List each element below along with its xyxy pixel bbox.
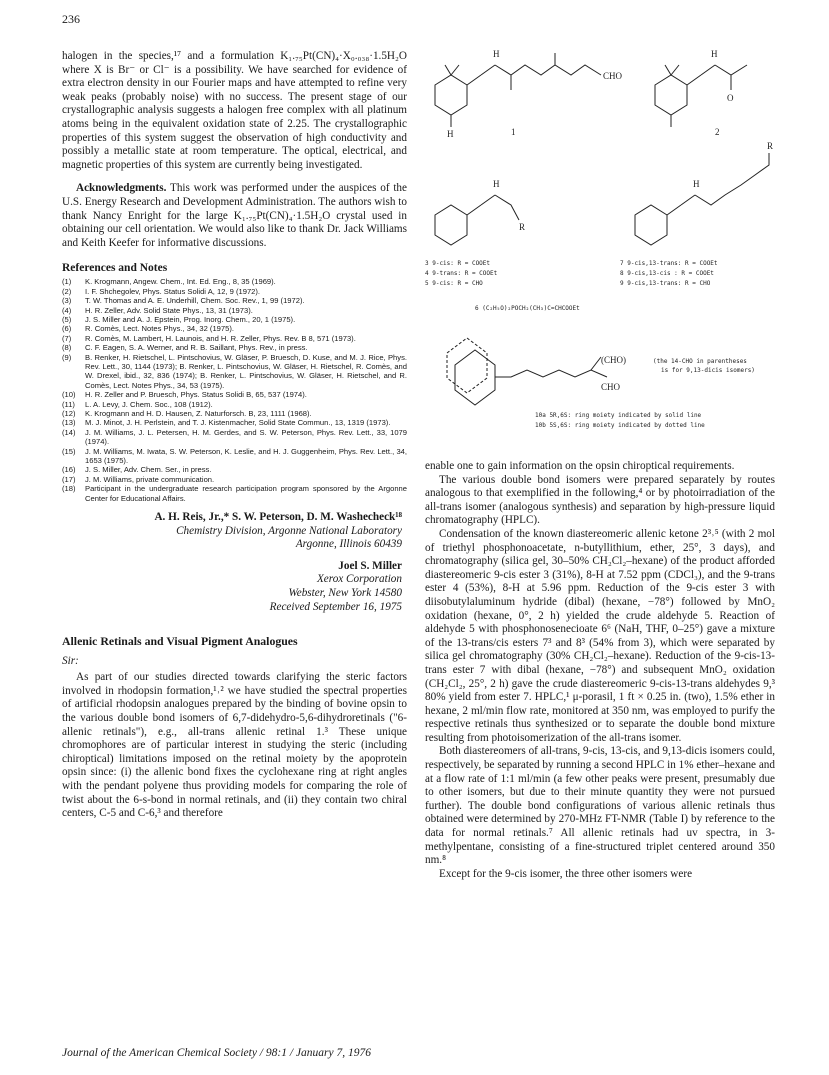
author: Joel S. Miller xyxy=(338,559,402,572)
legend-line: 7 9-cis,13-trans: R = COOEt xyxy=(620,260,718,267)
paragraph: The various double bond isomers were prepared separately by routes analogous to that exemplified in the following,⁴ or by photoirradiation of the all-trans isomer (analogous synthesis) and separation by high-pressure liquid chromatography (HPLC). xyxy=(425,473,775,527)
salutation: Sir: xyxy=(62,655,79,668)
legend-line: 4 9-trans: R = COOEt xyxy=(425,270,498,277)
affiliation-address: Argonne, Illinois 60439 xyxy=(295,538,402,551)
aldehyde-label: CHO xyxy=(601,382,621,392)
reference-number: (3) xyxy=(62,296,72,306)
reference-item xyxy=(62,447,407,466)
reference-item xyxy=(62,400,407,409)
reference-item xyxy=(62,315,407,324)
reference-item xyxy=(62,353,407,391)
author-block xyxy=(62,511,407,614)
legend-line: 10b 5S,6S: ring moiety indicated by dotted line xyxy=(535,422,705,429)
hydrogen-label: H xyxy=(711,49,718,59)
journal-footer: Journal of the American Chemical Society / 98:1 / January 7, 1976 xyxy=(62,1047,371,1059)
legend-3-5 xyxy=(425,260,498,287)
reference-text: J. M. Williams, J. L. Petersen, H. M. Gerdes, and S. W. Peterson, Phys. Rev. Lett., 33, 1079 (1974). xyxy=(85,427,407,447)
oxygen-label: O xyxy=(727,93,734,103)
reference-item xyxy=(62,334,407,343)
page-number: 236 xyxy=(62,12,80,26)
reference-number: (11) xyxy=(62,399,75,409)
reference-number: (1) xyxy=(62,277,72,287)
structure-7-9 xyxy=(635,141,773,245)
reference-item xyxy=(62,343,407,352)
structure-2 xyxy=(655,49,747,137)
legend-line: 3 9-cis: R = COOEt xyxy=(425,260,491,267)
structure-1 xyxy=(435,49,623,139)
r-group-label: R xyxy=(767,141,774,151)
reference-list xyxy=(62,277,407,503)
reference-text: J. M. Williams, private communication. xyxy=(85,474,215,484)
note: is for 9,13-dicis isomers) xyxy=(661,367,755,374)
affiliation: Xerox Corporation xyxy=(316,573,402,586)
left-column xyxy=(62,50,407,821)
paragraph: As part of our studies directed towards clarifying the steric factors involved in rhodopsin formation,¹˒² we have studied the spectral properties of artificial rhodopsin analogues prepared by the binding of bovine opsin to the various double bond isomers of 6,7-didehydro-5,6-dihydroretinals ("6-allenic retinals"), e.g., all-trans allenic retinal 1.³ These unique chromophores are of particular interest in studying the steric (including chiroptical) limitations imposed on the retinal moiety by the apoprotein opsin since: (i) the allenic bond fixes the cyclohexane ring at right angles with the pendant polyene thus providing models for comparing the role of twist about the 6-s-bond in normal retinals, and (ii) they contain two chiral centers, C-5 and C-6,³ and therefore xyxy=(62,671,407,820)
structure-3-5 xyxy=(435,179,525,245)
paragraph: Except for the 9-cis isomer, the three other isomers were xyxy=(439,867,693,880)
hydrogen-label: H xyxy=(493,179,500,189)
reference-item xyxy=(62,484,407,503)
legend-line: 8 9-cis,13-cis : R = COOEt xyxy=(620,270,714,277)
paragraph: enable one to gain information on the opsin chiroptical requirements. xyxy=(425,460,735,472)
authors: A. H. Reis, Jr.,* S. W. Peterson, D. M. Washecheck¹⁸ xyxy=(154,511,402,524)
reference-text: H. R. Zeller, Adv. Solid State Phys., 13, 31 (1973). xyxy=(85,305,253,315)
reference-text: B. Renker, H. Rietschel, L. Pintschovius, W. Gläser, P. Bruesch, D. Kuse, and M. J. Rice, Phys. Rev. Lett., 30, 1144 (1973); B. Renker, L. Pintschovius, W. Gläser, H. Rietschel, R. Comès, and W. Drexel, ibid., 32, 836 (1974); B. Renker, L. Pintschovius, W. Gläser, H. Rietschel, and R. Comès, Lect. Notes Phys., 34, 53 (1975). xyxy=(85,352,407,390)
reference-item xyxy=(62,287,407,296)
paragraph: halogen in the species,¹⁷ and a formulation K₁.₇₅Pt(CN)₄·X₀.₀₃₈·1.5H₂O where X is Br⁻ or Cl⁻ is a possibility. We have searched for evidence of extra electron density in our Fourier maps and have attempted to refine very weak peaks (probably noise) with no success. The present stage of our crystallographic analysis suggests a halogen free complex with all platinum atoms being in the equivalent oxidation state of 2.25. The crystallographic properties of this system suggest the observation of high conductivity and possibly a metallic state at room temperature. The optical, electrical, and magnetic properties of this system are currently being investigated. xyxy=(62,50,407,171)
reference-item xyxy=(62,306,407,315)
aldehyde-label: (CHO) xyxy=(601,355,626,365)
reference-number: (18) xyxy=(62,484,76,494)
reference-text: H. R. Zeller and P. Bruesch, Phys. Status Solidi B, 65, 537 (1974). xyxy=(85,390,307,400)
paragraph: Both diastereomers of all-trans, 9-cis, 13-cis, and 9,13-dicis isomers could, respectively, be separated by running a second HPLC in 1% ether–hexane and at a flow rate of 1:1 ml/min (a few other peaks were present, presumably due to other isomers, but due to their minute quantity they were not pursued further). The double bond configurations of various allenic retinals thus obtained were determined by 270-MHz FT-NMR (Table I) by reference to the data for normal retinals.⁷ All allenic retinals had uv spectra, in 3-methylpentane, consisting of a fine-structured triplet centered around 350 nm.⁸ xyxy=(425,745,775,867)
ack-body: This work was performed under the auspices of the U.S. Energy Research and Development Administration. The authors wish to thank Nancy Enright for the large K₁.₇₅Pt(CN)₄·1.5H₂O crystal used in obtaining our cell orientation. We would also like to thank Dr. Jack Williams and Keith Keefer for informative discussions. xyxy=(62,182,407,249)
aldehyde-label: CHO xyxy=(603,71,623,81)
reference-number: (10) xyxy=(62,390,76,400)
reference-text: K. Krogmann, Angew. Chem., Int. Ed. Eng., 8, 35 (1969). xyxy=(85,277,276,287)
reference-number: (9) xyxy=(62,352,72,362)
compound-number: 2 xyxy=(715,127,720,137)
chemical-scheme xyxy=(415,45,795,455)
hydrogen-label: H xyxy=(447,129,454,139)
reference-number: (8) xyxy=(62,343,72,353)
reference-number: (5) xyxy=(62,314,72,324)
reference-number: (16) xyxy=(62,465,76,475)
hydrogen-label: H xyxy=(693,179,700,189)
reference-item xyxy=(62,296,407,305)
acknowledgments xyxy=(62,182,407,250)
reference-item xyxy=(62,390,407,399)
paragraph: Condensation of the known diastereomeric allenic ketone 2³˒⁵ (with 2 mol of triethyl phosphonoacetate, n-butyllithium, ether, 25°, 3 days), and chromatography (silica gel, 30–50% CH₂Cl₂–hexane) of the product afforded diastereomeric 9-cis ester 3 (31%), 8-H at 7.52 ppm (CDCl₃), and the 9-trans ester 4 (53%), 8-H at 5.96 ppm. Reduction of the 9-cis ester 3 with diisobutylaluminum hydride (dibal) (hexane, −78°) followed by MnO₂ oxidation (hexane, 0°, 2 h) yielded the crude aldehyde 5. Reaction of aldehyde 5 with phosphonosenecioate 6⁶ (NaH, THF, 0–25°) gave a mixture of the 13-trans/cis esters 7³ and 8³ (54% from 3), which were separated by silica gel chromatography (30% CH₂Cl₂–hexane). Reduction of the 9-cis-13-trans ester 7 with dibal (hexane, −78°) and subsequent MnO₂ oxidation (CH₂Cl₂, 25°, 2 h) gave the crude diastereomeric 9-cis-13-trans aldehydes 9,³ 80% yield from ester 7. HPLC,¹ μ-porasil, 1 ft × 0.25 in. (two), 1.5% ether in hexane, 2 ml/min flow rate, monitored at 350 nm, was employed to purify the respective retinals thus synthesized or to separate the double bond mixture resulting from photoisomerization of the all-trans isomer. xyxy=(425,527,775,744)
reference-number: (7) xyxy=(62,333,72,343)
legend-line: 5 9-cis: R = CHO xyxy=(425,280,483,287)
reference-item xyxy=(62,409,407,418)
reference-text: Participant in the undergraduate research participation program sponsored by the Argonne Center for Educational Affairs. xyxy=(85,484,407,503)
article-title: Allenic Retinals and Visual Pigment Analogues xyxy=(62,634,298,649)
compound-number: 1 xyxy=(511,127,516,137)
reference-text: J. S. Miller and A. J. Epstein, Prog. Inorg. Chem., 20, 1 (1975). xyxy=(85,314,296,324)
reference-text: J. S. Miller, Adv. Chem. Ser., in press. xyxy=(85,465,212,475)
reference-item xyxy=(62,465,407,474)
reference-text: M. J. Minot, J. H. Perlstein, and T. J. Kistenmacher, Solid State Commun., 13, 1319 (1973). xyxy=(85,418,391,428)
reference-item xyxy=(62,428,407,447)
ack-heading: Acknowledgments. xyxy=(76,182,167,195)
references-heading: References and Notes xyxy=(62,262,168,275)
legend-7-9 xyxy=(620,260,718,287)
received-date: Received September 16, 1975 xyxy=(269,600,402,613)
reference-text: R. Comès, M. Lambert, H. Launois, and H. R. Zeller, Phys. Rev. B 8, 571 (1973). xyxy=(85,333,356,343)
reference-text: R. Comès, Lect. Notes Phys., 34, 32 (1975). xyxy=(85,324,234,334)
reference-item xyxy=(62,475,407,484)
reference-text: J. M. Williams, M. Iwata, S. W. Peterson, K. Leslie, and H. J. Guggenheim, Phys. Rev. Lett., 34, 1653 (1975). xyxy=(85,446,407,466)
hydrogen-label: H xyxy=(493,49,500,59)
reference-number: (17) xyxy=(62,474,76,484)
reference-text: I. F. Shchegolev, Phys. Status Solidi A, 12, 9 (1972). xyxy=(85,286,261,296)
reference-text: C. F. Eagen, S. A. Werner, and R. B. Saillant, Phys. Rev., in press. xyxy=(85,343,308,353)
affiliation: Chemistry Division, Argonne National Laboratory xyxy=(176,524,402,537)
reference-number: (15) xyxy=(62,446,76,456)
reference-number: (13) xyxy=(62,418,76,428)
reference-item xyxy=(62,277,407,286)
reference-text: L. A. Levy, J. Chem. Soc., 108 (1912). xyxy=(85,399,213,409)
reference-number: (14) xyxy=(62,427,76,437)
reagent-6: 6 (C₂H₅O)₂POCH₂(CH₃)C=CHCOOEt xyxy=(475,305,580,312)
reference-number: (12) xyxy=(62,409,76,418)
note: (the 14-CHO in parentheses xyxy=(653,358,747,365)
reference-text: K. Krogmann and H. D. Hausen, Z. Naturforsch. B, 23, 1111 (1968). xyxy=(85,409,312,418)
reference-number: (4) xyxy=(62,305,72,315)
reference-text: T. W. Thomas and A. E. Underhill, Chem. Soc. Rev., 1, 99 (1972). xyxy=(85,296,305,306)
legend-line: 10a 5R,6S: ring moiety indicated by solid line xyxy=(535,412,702,419)
legend-line: 9 9-cis,13-trans: R = CHO xyxy=(620,280,711,287)
reference-item xyxy=(62,418,407,427)
right-column xyxy=(425,460,775,881)
structure-10 xyxy=(447,338,755,429)
r-group-label: R xyxy=(519,222,526,232)
reference-number: (2) xyxy=(62,286,72,296)
reference-number: (6) xyxy=(62,324,72,334)
reference-item xyxy=(62,324,407,333)
affiliation-address: Webster, New York 14580 xyxy=(288,587,402,600)
